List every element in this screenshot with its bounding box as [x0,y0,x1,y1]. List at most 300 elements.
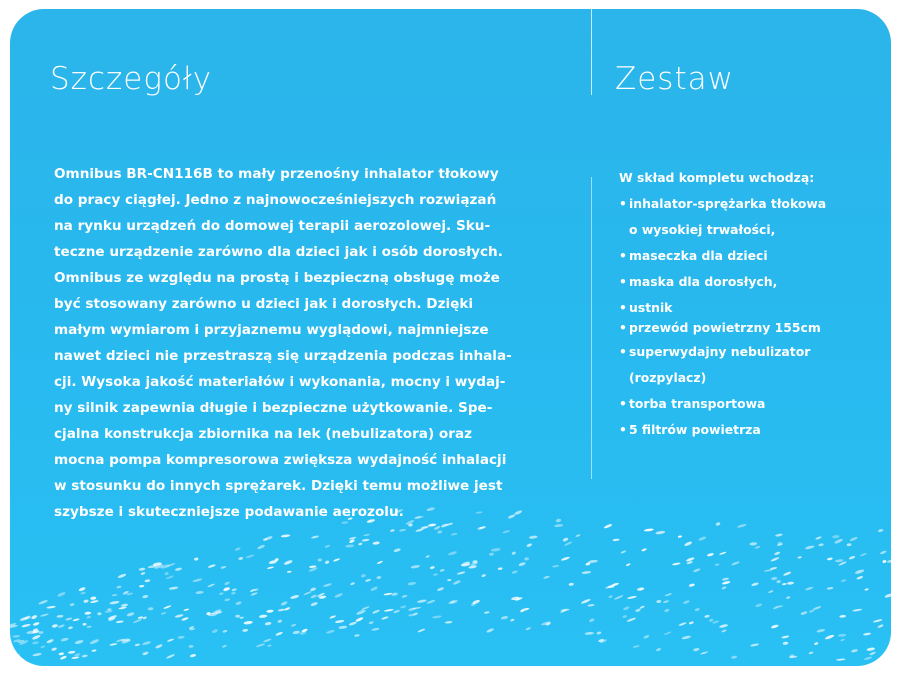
fish-shape [175,567,182,571]
set-item-label: przewód powietrzny 155cm [629,320,821,335]
fish-shape [70,603,75,607]
fish-shape [498,567,503,570]
description-line: cjalna konstrukcja zbiornika na lek (nebulizatora) oraz [54,426,473,442]
fish-shape [83,599,89,603]
fish-shape [693,568,701,573]
fish-shape [426,599,435,604]
fish-shape [358,542,363,546]
fish-shape [561,556,571,561]
fish-shape [448,551,458,556]
fish-shape [56,615,63,618]
fish-shape [169,586,179,590]
fish-shape [324,560,329,565]
fish-shape [721,586,726,590]
fish-shape [694,608,700,612]
fish-shape [116,620,124,623]
fish-shape [737,523,747,528]
bullet-icon: • [619,422,627,437]
fish-shape [768,590,774,594]
set-item-label: superwydajny nebulizator [629,344,811,359]
fish-shape [878,528,884,532]
fish-shape [700,651,708,655]
fish-shape [188,645,193,648]
fish-shape [775,533,783,537]
fish-shape [827,557,833,560]
fish-shape [581,571,591,575]
fish-shape [175,614,184,618]
fish-shape [21,623,31,627]
fish-shape [787,581,794,585]
fish-shape [139,585,144,588]
fish-shape [266,609,274,613]
fish-shape [776,580,781,584]
fish-shape [399,529,406,532]
fish-shape [452,580,461,586]
fish-shape [852,608,862,612]
fish-shape [813,606,822,611]
fish-shape [484,611,490,614]
description-line: Omnibus ze względu na prostą i bezpieczną obsługę może [54,270,500,286]
fish-shape [866,647,875,651]
fish-shape [501,615,509,620]
fish-shape [183,608,189,611]
fish-shape [848,555,855,560]
fish-shape [664,608,669,612]
fish-shape [220,565,226,569]
fish-shape [451,532,458,536]
description-line: Omnibus BR-CN116B to mały przenośny inhalator tłokowy [54,166,499,182]
fish-shape [235,615,240,618]
fish-shape [683,600,690,605]
fish-shape [832,535,840,539]
fish-shape [391,592,398,596]
fish-shape [52,624,59,628]
fish-shape [709,618,714,622]
fish-shape [334,592,343,598]
fish-shape [144,579,150,583]
fish-shape [608,595,612,598]
fish-shape [840,638,845,641]
fish-shape [32,641,39,645]
set-item-label: inhalator-sprężarka tłokowa [629,196,827,211]
fish-shape [818,543,824,546]
fish-shape [178,636,185,639]
fish-shape [256,643,266,648]
fish-shape [856,575,863,580]
fish-shape [770,557,780,563]
fish-shape [614,594,624,600]
fish-shape [195,591,203,595]
fish-shape [80,591,86,594]
fish-shape [400,605,407,609]
fish-shape [265,621,272,625]
fish-shape [627,595,637,599]
fish-shape [836,658,846,661]
fish-shape [620,550,626,554]
fish-shape [278,608,285,611]
fish-shape [863,632,871,636]
fish-shape [502,530,510,534]
set-item-continuation: (rozpylacz) [629,370,707,385]
fish-shape [310,601,318,606]
fish-shape [434,525,441,530]
fish-shape [238,556,244,560]
fish-shape [754,545,760,549]
fish-shape [712,620,719,624]
fish-shape [805,586,814,591]
fish-shape [851,649,858,653]
fish-shape [143,616,148,620]
fish-shape [584,632,594,636]
fish-shape [12,635,20,638]
fish-shape [60,637,69,642]
bullet-icon: • [619,196,627,211]
set-item-label: ustnik [629,300,673,315]
fish-shape [393,548,401,553]
fish-shape [139,567,146,571]
fish-shape [656,647,662,652]
set-item-continuation: o wysokiej trwałości, [629,222,776,237]
fish-shape [750,643,759,647]
fish-shape [664,631,672,636]
fish-shape [575,534,580,538]
fish-shape [786,596,791,599]
fish-shape [437,587,445,592]
fish-shape [250,592,258,596]
fish-shape [12,654,20,658]
fish-shape [224,581,230,586]
fish-shape [437,530,442,534]
fish-shape [10,646,14,650]
fish-shape [376,576,381,580]
fish-shape [457,571,466,575]
fish-shape [219,592,224,595]
fish-shape [715,563,720,566]
fish-shape [731,655,738,659]
fish-shape [138,616,144,619]
set-item [619,391,869,417]
fish-shape [59,652,65,655]
fish-shape [208,564,216,569]
fish-shape [355,616,364,622]
fish-shape [283,559,293,565]
fish-shape [556,518,562,522]
fish-shape [335,619,345,623]
fish-shape [65,617,72,621]
fish-shape [222,644,227,648]
fish-shape [417,628,425,633]
fish-shape [425,555,430,558]
fish-shape [678,622,686,627]
description-line: w stosunku do innych sprężarek. Dzięki temu możliwe jest [54,478,503,494]
fish-shape [259,614,268,618]
fish-shape [361,606,370,611]
set-intro: W skład kompletu wchodzą: [619,170,815,185]
fish-shape [354,634,360,637]
description-line: być stosowany zarówno u dzieci jak i dorosłych. Dzięki [54,296,474,312]
fish-shape [877,624,884,629]
fish-shape [142,641,152,646]
fish-shape [722,577,729,581]
fish-shape [310,587,317,592]
fish-shape [155,644,163,650]
fish-shape [663,600,670,604]
fish-shape [445,621,453,624]
fish-shape [31,614,38,619]
fish-shape [84,611,91,615]
description-line: na rynku urządzeń do domowej terapii aerozolowej. Sku- [54,218,491,234]
fish-shape [207,583,215,588]
fish-shape [239,616,244,618]
fish-shape [873,619,883,623]
fish-shape [222,630,227,633]
fish-shape [245,554,254,559]
fish-shape [32,634,41,640]
fish-shape [369,621,374,625]
fish-shape [72,618,79,622]
fish-shape [46,639,54,644]
set-item [619,317,869,339]
fish-shape [97,612,101,615]
description-line: mocna pompa kompresorowa zwiększa wydajność inhalacji [54,452,507,468]
fish-shape [864,656,873,661]
fish-shape [771,624,779,629]
set-item-label: torba transportowa [629,396,766,411]
description-line: cji. Wysoka jakość materiałów i wykonania, mocny i wydaj- [54,374,506,390]
fish-shape [163,605,172,610]
fish-shape [287,571,292,573]
fish-shape [161,612,167,615]
fish-shape [514,510,523,516]
fish-shape [882,559,887,563]
fish-shape [623,606,630,611]
fish-shape [192,578,202,583]
fish-shape [292,630,300,634]
fish-shape [112,594,118,597]
set-item [619,417,869,443]
fish-shape [440,569,445,572]
fish-shape [117,573,126,579]
fish-shape [722,580,731,585]
fish-shape [552,565,559,568]
fish-shape [275,631,283,636]
fish-shape [543,575,550,579]
fish-shape [689,583,696,587]
fish-shape [840,579,846,583]
fish-shape [589,618,595,623]
fish-shape [684,541,693,547]
fish-shape [731,561,740,566]
fish-shape [116,585,121,588]
fish-shape [783,571,792,576]
fish-shape [58,624,65,628]
fish-shape [86,616,91,619]
fish-shape [635,608,641,612]
fish-shape [815,536,822,540]
fish-shape [362,538,370,541]
fish-shape [719,624,728,629]
description-line: małym wymiarom i przyjaznemu wyglądowi, najmniejsze [54,322,489,338]
fish-shape [864,588,869,591]
fish-shape [51,647,57,651]
fish-shape [377,560,384,564]
fish-shape [164,572,169,576]
set-heading: Zestaw [615,61,734,97]
fish-shape [626,617,636,622]
set-item [619,339,869,365]
fish-shape [447,579,451,581]
fish-shape [511,570,517,574]
fish-shape [384,609,394,612]
fish-shape [518,562,526,567]
set-item [619,269,869,295]
fish-shape [310,594,317,599]
description-line: teczne urządzenie zarówno dla dzieci jak i osób dorosłych. [54,244,503,260]
fish-shape [825,634,835,640]
fish-shape [74,653,81,657]
fish-shape [109,643,117,646]
fish-shape [782,583,787,586]
fish-shape [82,654,88,658]
fish-shape [880,550,887,555]
fish-shape [326,629,335,634]
fish-shape [74,639,84,644]
set-item-label: 5 filtrów powietrza [629,422,761,437]
fish-shape [481,574,486,578]
set-item-label: maska dla dorosłych, [629,274,778,289]
fish-shape [135,643,141,646]
fish-shape [511,551,516,555]
fish-shape [655,530,665,535]
fish-shape [10,657,13,661]
description-line: ny silnik zapewnia długie i bezpieczne użytkowanie. Spe- [54,400,493,416]
fish-shape [797,556,802,559]
fish-shape [356,609,366,615]
fish-shape [381,616,389,620]
fish-shape [68,626,73,630]
fish-shape [781,635,789,639]
fish-shape [33,622,40,627]
fish-shape [390,529,395,532]
fish-shape [311,535,319,539]
fish-shape [281,534,291,538]
fish-shape [835,559,844,563]
fish-shape [783,641,789,645]
fish-shape [370,586,378,592]
fish-shape [869,651,876,656]
fish-shape [715,522,720,527]
fish-shape [234,547,241,552]
fish-shape [603,523,612,529]
fish-shape [212,628,219,633]
fish-shape [541,621,551,626]
fish-shape [224,598,230,601]
fish-shape [707,553,714,557]
fish-shape [581,598,591,604]
fish-shape [771,577,778,581]
fish-shape [142,594,149,598]
fish-shape [432,615,442,619]
fish-shape [190,653,197,657]
fish-shape [361,574,366,578]
fish-shape [491,548,501,552]
fish-shape [838,633,847,637]
set-item [619,243,869,269]
fish-shape [860,552,868,557]
fish-shape [32,652,42,656]
fish-shape [166,654,176,660]
fish-shape [365,578,371,582]
fish-shape [526,543,532,548]
fish-shape [520,607,529,612]
fish-shape [194,557,199,561]
fish-shape [417,599,427,603]
fish-shape [132,618,142,624]
fish-shape [704,615,710,619]
fish-shape [568,582,574,586]
fish-shape [350,582,355,586]
fish-shape [749,542,757,546]
fish-shape [751,582,759,587]
set-item [619,299,869,317]
fish-shape [808,651,813,655]
content-panel [10,9,891,666]
fish-shape [348,621,357,626]
fish-shape [267,566,274,569]
fish-shape [46,605,56,608]
fish-shape [672,562,681,566]
fish-shape [839,615,846,618]
fish-shape [86,625,91,628]
fish-shape [393,609,400,614]
fish-shape [401,594,407,598]
fish-shape [290,594,299,599]
fish-shape [267,644,271,647]
fish-shape [303,591,312,596]
fish-shape [291,623,297,627]
fish-shape [280,601,288,607]
description-line: do pracy ciągłej. Jedno z najnowocześniejszych rozwiązań [54,192,497,208]
fish-shape [90,600,99,604]
fish-shape [109,600,119,604]
fish-shape [689,621,694,625]
fish-shape [82,623,86,626]
fish-shape [643,634,650,639]
fish-shape [827,587,834,590]
fish-shape [166,575,175,580]
fish-shape [805,545,815,550]
set-item [619,191,869,217]
fish-shape [678,535,683,538]
fish-shape [317,558,322,562]
fish-shape [639,605,645,609]
fish-shape [284,607,291,611]
fish-shape [126,612,134,617]
bullet-icon: • [619,320,627,335]
fish-shape [410,564,420,568]
description-line: nawet dzieci nie przestraszą się urządzenia podczas inhala- [54,348,512,364]
fish-shape [849,536,858,542]
fish-shape [665,593,673,597]
fish-shape [40,645,45,648]
fish-shape [564,541,573,547]
fish-shape [277,619,282,623]
fish-shape [235,601,242,606]
fish-shape [181,617,189,622]
fish-shape [626,563,631,567]
fish-shape [554,524,563,527]
fish-shape [884,593,891,599]
